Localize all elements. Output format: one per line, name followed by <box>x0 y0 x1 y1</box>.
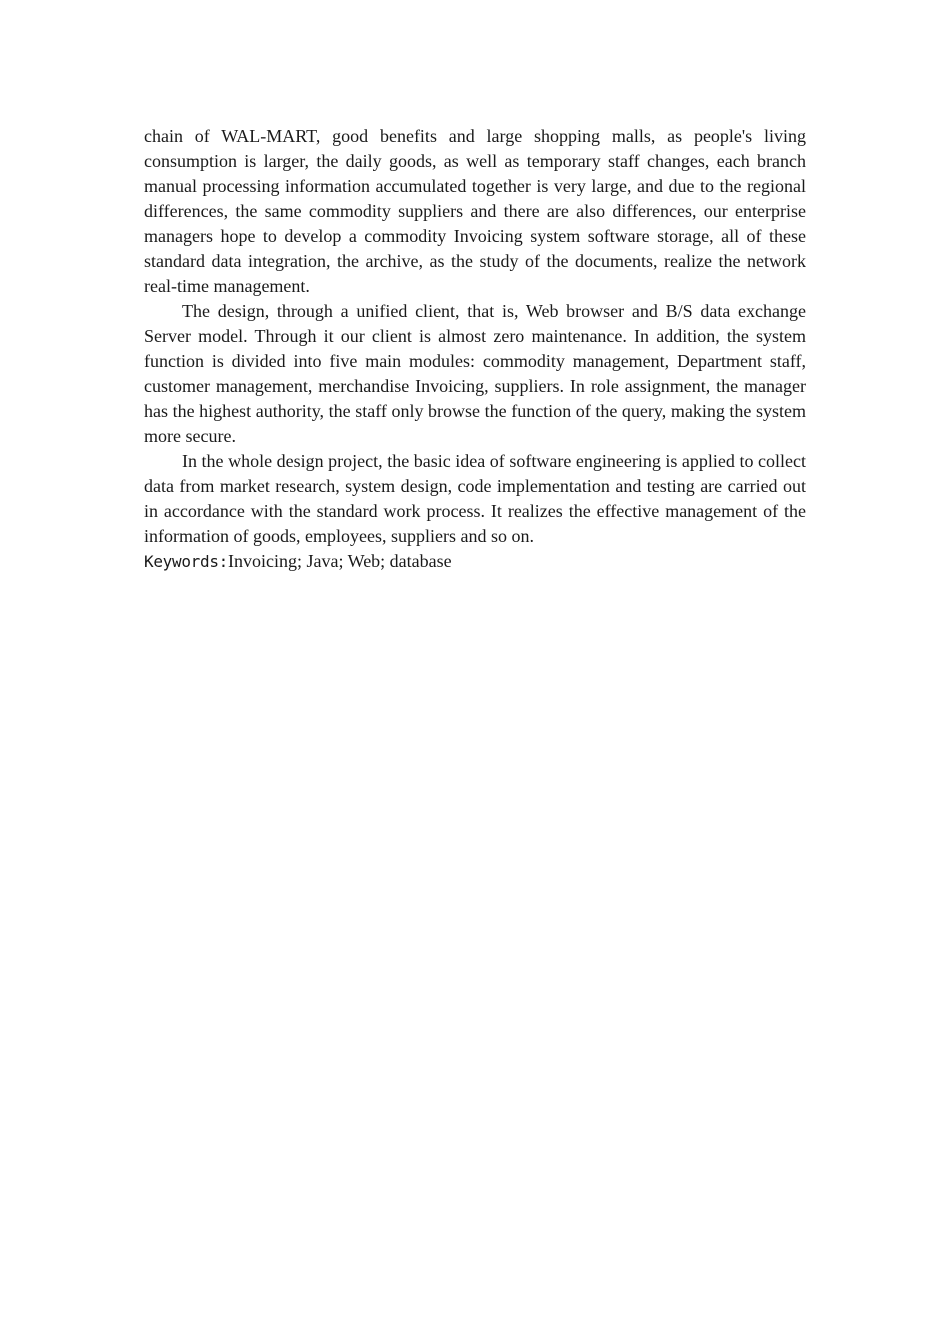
document-page <box>144 124 806 574</box>
abstract-paragraph-engineering: In the whole design project, the basic idea of software engineering is applied to collect data from market research, system design, code implementation and testing are carried out in accordance with the standard work process. It realizes the effective management of the information of goods, employees, suppliers and so on. <box>144 451 806 546</box>
keywords-value: Invoicing; Java; Web; database <box>228 551 452 571</box>
keywords-line <box>144 549 806 574</box>
keywords-label: Keywords: <box>144 552 228 571</box>
abstract-paragraph-continued: chain of WAL-MART, good benefits and large shopping malls, as people's living consumption is larger, the daily goods, as well as temporary staff changes, each branch manual processing information accumulated together is very large, and due to the regional differences, the same commodity suppliers and there are also differences, our enterprise managers hope to develop a commodity Invoicing system software storage, all of these standard data integration, the archive, as the study of the documents, realize the network real-time management. <box>144 126 806 296</box>
abstract-paragraph-design: The design, through a unified client, that is, Web browser and B/S data exchange Server model. Through it our client is almost zero maintenance. In addition, the system function is divided into five main modules: commodity management, Department staff, customer management, merchandise Invoicing, suppliers. In role assignment, the manager has the highest authority, the staff only browse the function of the query, making the system more secure. <box>144 301 806 446</box>
